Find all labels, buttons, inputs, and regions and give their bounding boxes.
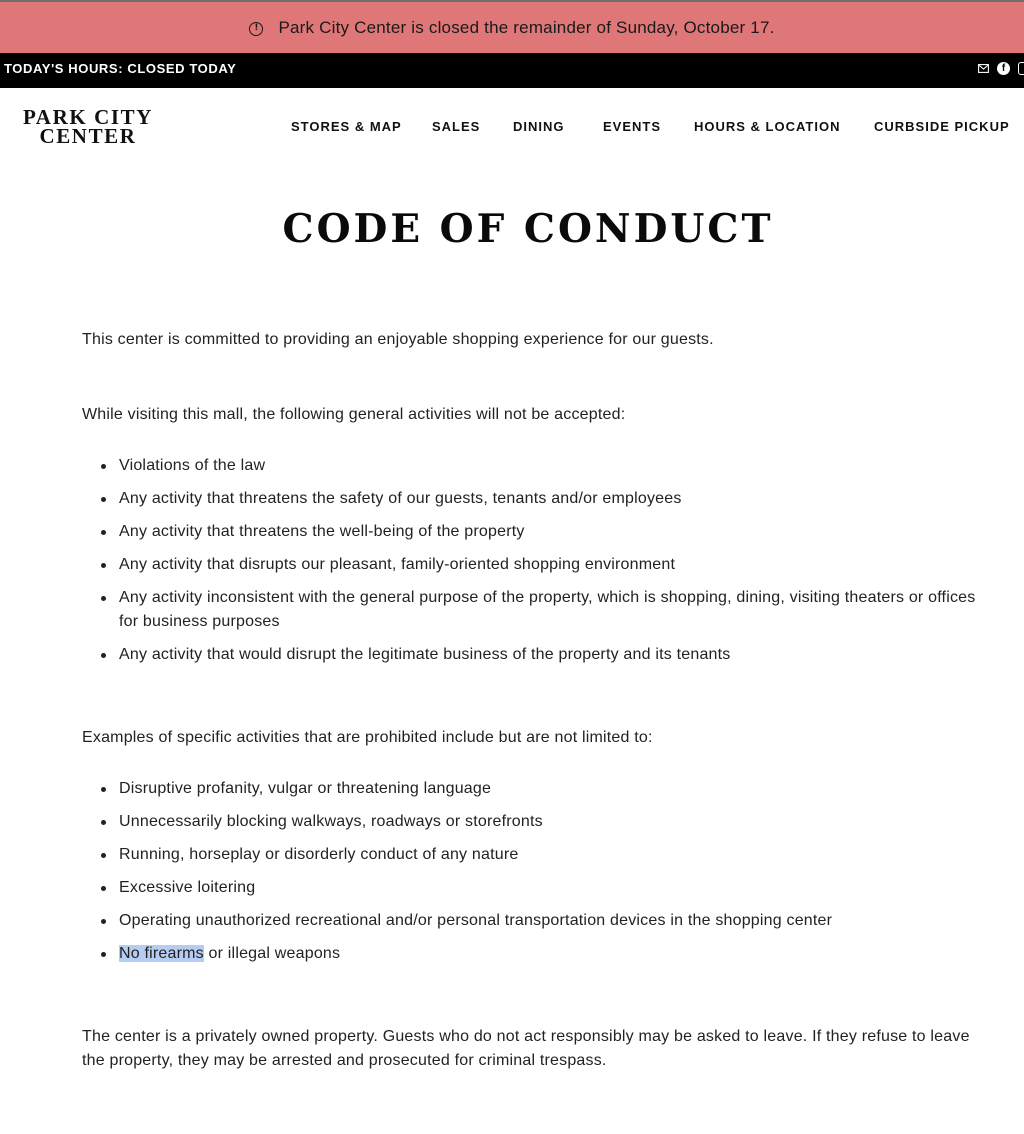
- instagram-icon[interactable]: [1018, 62, 1024, 75]
- nav-dining[interactable]: DINING: [513, 119, 565, 134]
- alert-banner: [0, 0, 1024, 53]
- list-item: Violations of the law: [101, 454, 991, 478]
- list-item: [101, 942, 991, 966]
- list-item: Unnecessarily blocking walkways, roadways or storefronts: [101, 810, 991, 834]
- list-item: Any activity that disrupts our pleasant, family-oriented shopping environment: [101, 553, 991, 577]
- list-item: Disruptive profanity, vulgar or threatening language: [101, 777, 991, 801]
- list-item: Any activity that threatens the well-being of the property: [101, 520, 991, 544]
- list-item-rest: or illegal weapons: [203, 945, 341, 962]
- logo-line-1: PARK CITY: [22, 105, 154, 129]
- list-item: Running, horseplay or disorderly conduct of any nature: [101, 843, 991, 867]
- general-list: [101, 454, 991, 676]
- nav-hours-location[interactable]: HOURS & LOCATION: [694, 119, 841, 134]
- intro-paragraph: This center is committed to providing an enjoyable shopping experience for our guests.: [82, 331, 714, 348]
- hours-bar: [0, 53, 1024, 88]
- mail-icon[interactable]: [978, 64, 989, 73]
- logo[interactable]: [21, 105, 155, 148]
- page-title: CODE OF CONDUCT: [282, 206, 774, 252]
- social-links: [978, 62, 1024, 75]
- nav-sales[interactable]: SALES: [432, 119, 481, 134]
- facebook-icon[interactable]: f: [997, 62, 1010, 75]
- specific-list: [101, 777, 991, 975]
- logo-line-2: CENTER: [39, 124, 137, 148]
- nav-curbside-pickup[interactable]: CURBSIDE PICKUP: [874, 119, 1010, 134]
- specific-heading: Examples of specific activities that are prohibited include but are not limited to:: [82, 729, 653, 746]
- alert-text: Park City Center is closed the remainder of Sunday, October 17.: [278, 17, 775, 37]
- general-heading: While visiting this mall, the following general activities will not be accepted:: [82, 406, 626, 423]
- info-circle-icon: !: [249, 22, 263, 36]
- list-item: Any activity that threatens the safety of our guests, tenants and/or employees: [101, 487, 991, 511]
- nav-stores-map[interactable]: STORES & MAP: [291, 119, 402, 134]
- site-header: [0, 88, 1024, 168]
- nav-events[interactable]: EVENTS: [603, 119, 662, 134]
- list-item: Excessive loitering: [101, 876, 991, 900]
- selected-text[interactable]: No firearms: [119, 945, 204, 962]
- todays-hours: TODAY'S HOURS: CLOSED TODAY: [4, 61, 237, 76]
- list-item: Operating unauthorized recreational and/or personal transportation devices in the shopping center: [101, 909, 991, 933]
- closing-paragraph: The center is a privately owned property. Guests who do not act responsibly may be asked to leave. If they refuse to leave the property, they may be arrested and prosecuted for criminal trespass.: [82, 1028, 970, 1069]
- list-item: Any activity inconsistent with the general purpose of the property, which is shopping, dining, visiting theaters or offices for business purposes: [101, 586, 991, 634]
- list-item: Any activity that would disrupt the legitimate business of the property and its tenants: [101, 643, 991, 667]
